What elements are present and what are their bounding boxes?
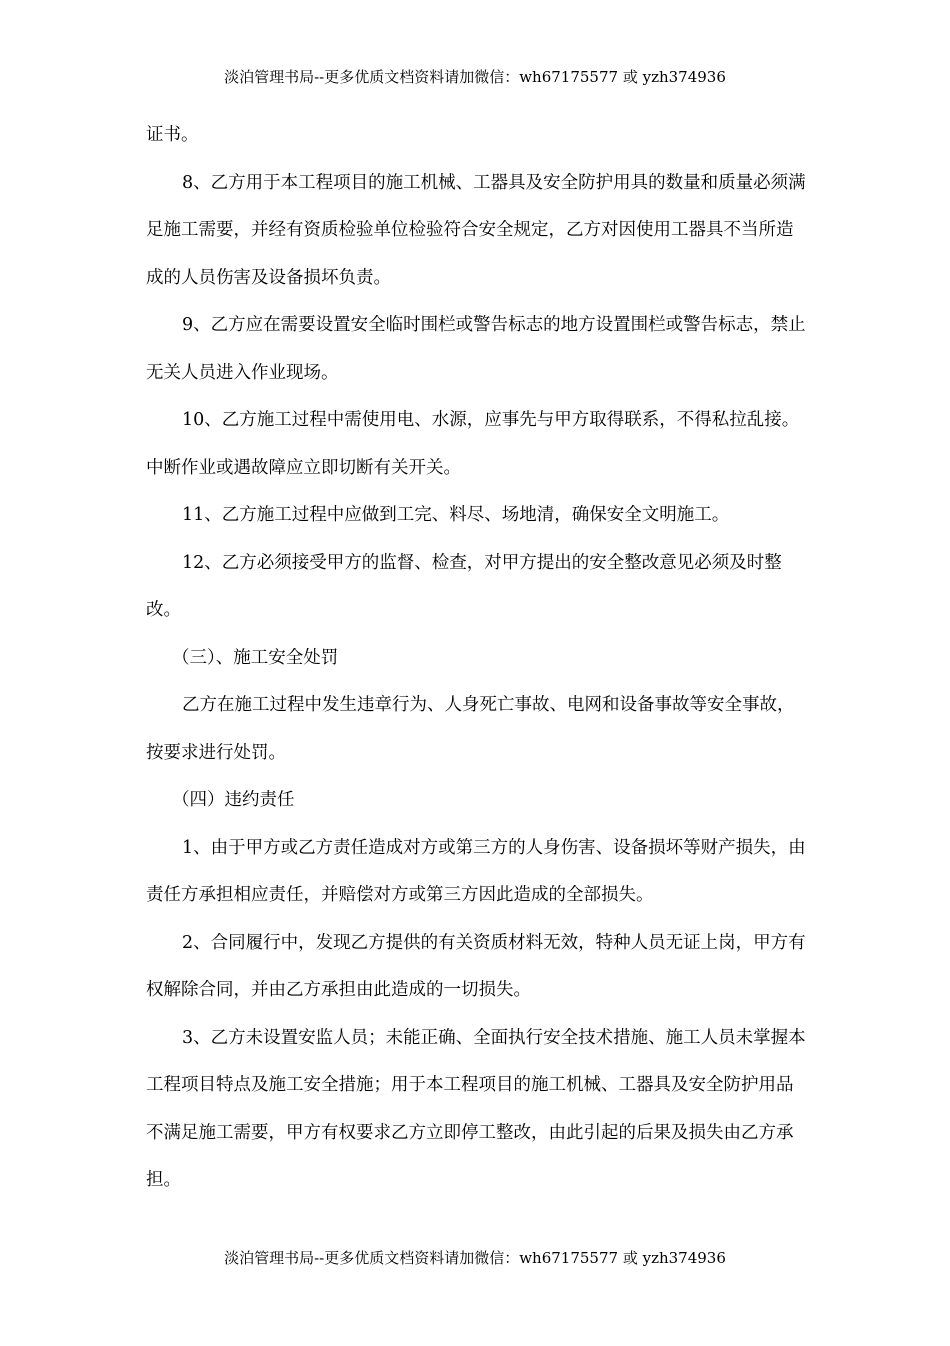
paragraph-item-10: 10、乙方施工过程中需使用电、水源，应事先与甲方取得联系，不得私拉乱接。中断作业或遇故障应立即切断有关开关。	[146, 410, 800, 478]
paragraph-liability-1: 1、由于甲方或乙方责任造成对方或第三方的人身伤害、设备损坏等财产损失，由责任方承担相应责任，并赔偿对方或第三方因此造成的全部损失。	[146, 837, 806, 905]
document-body	[146, 112, 806, 1205]
section-heading-4: （四）违约责任	[172, 790, 295, 810]
section-heading-3: （三）、施工安全处罚	[172, 647, 339, 668]
paragraph-item-11: 11、乙方施工过程中应做到工完、料尽、场地清，确保安全文明施工。	[182, 505, 730, 525]
paragraph-certificate-end: 证书。	[146, 125, 199, 145]
page-header: 淡泊管理书局--更多优质文档资料请加微信：wh67175577 或 yzh374936	[224, 68, 726, 86]
paragraph-liability-2: 2、合同履行中，发现乙方提供的有关资质材料无效，特种人员无证上岗，甲方有权解除合同，并由乙方承担由此造成的一切损失。	[146, 932, 806, 1000]
page-footer: 淡泊管理书局--更多优质文档资料请加微信：wh67175577 或 yzh374936	[224, 1249, 726, 1267]
paragraph-item-8: 8、乙方用于本工程项目的施工机械、工器具及安全防护用具的数量和质量必须满足施工需要，并经有资质检验单位检验符合安全规定，乙方对因使用工器具不当所造成的人员伤害及设备损坏负责。	[146, 172, 806, 288]
paragraph-penalty: 乙方在施工过程中发生违章行为、人身死亡事故、电网和设备事故等安全事故，按要求进行处罚。	[146, 695, 795, 763]
paragraph-item-12: 12、乙方必须接受甲方的监督、检查，对甲方提出的安全整改意见必须及时整改。	[146, 552, 782, 620]
paragraph-liability-3: 3、乙方未设置安监人员；未能正确、全面执行安全技术措施、施工人员未掌握本工程项目特点及施工安全措施；用于本工程项目的施工机械、工器具及安全防护用品不满足施工需要，甲方有权要求乙方立即停工整改，由此引起的后果及损失由乙方承担。	[146, 1027, 806, 1190]
paragraph-item-9: 9、乙方应在需要设置安全临时围栏或警告标志的地方设置围栏或警告标志，禁止无关人员进入作业现场。	[146, 315, 806, 383]
